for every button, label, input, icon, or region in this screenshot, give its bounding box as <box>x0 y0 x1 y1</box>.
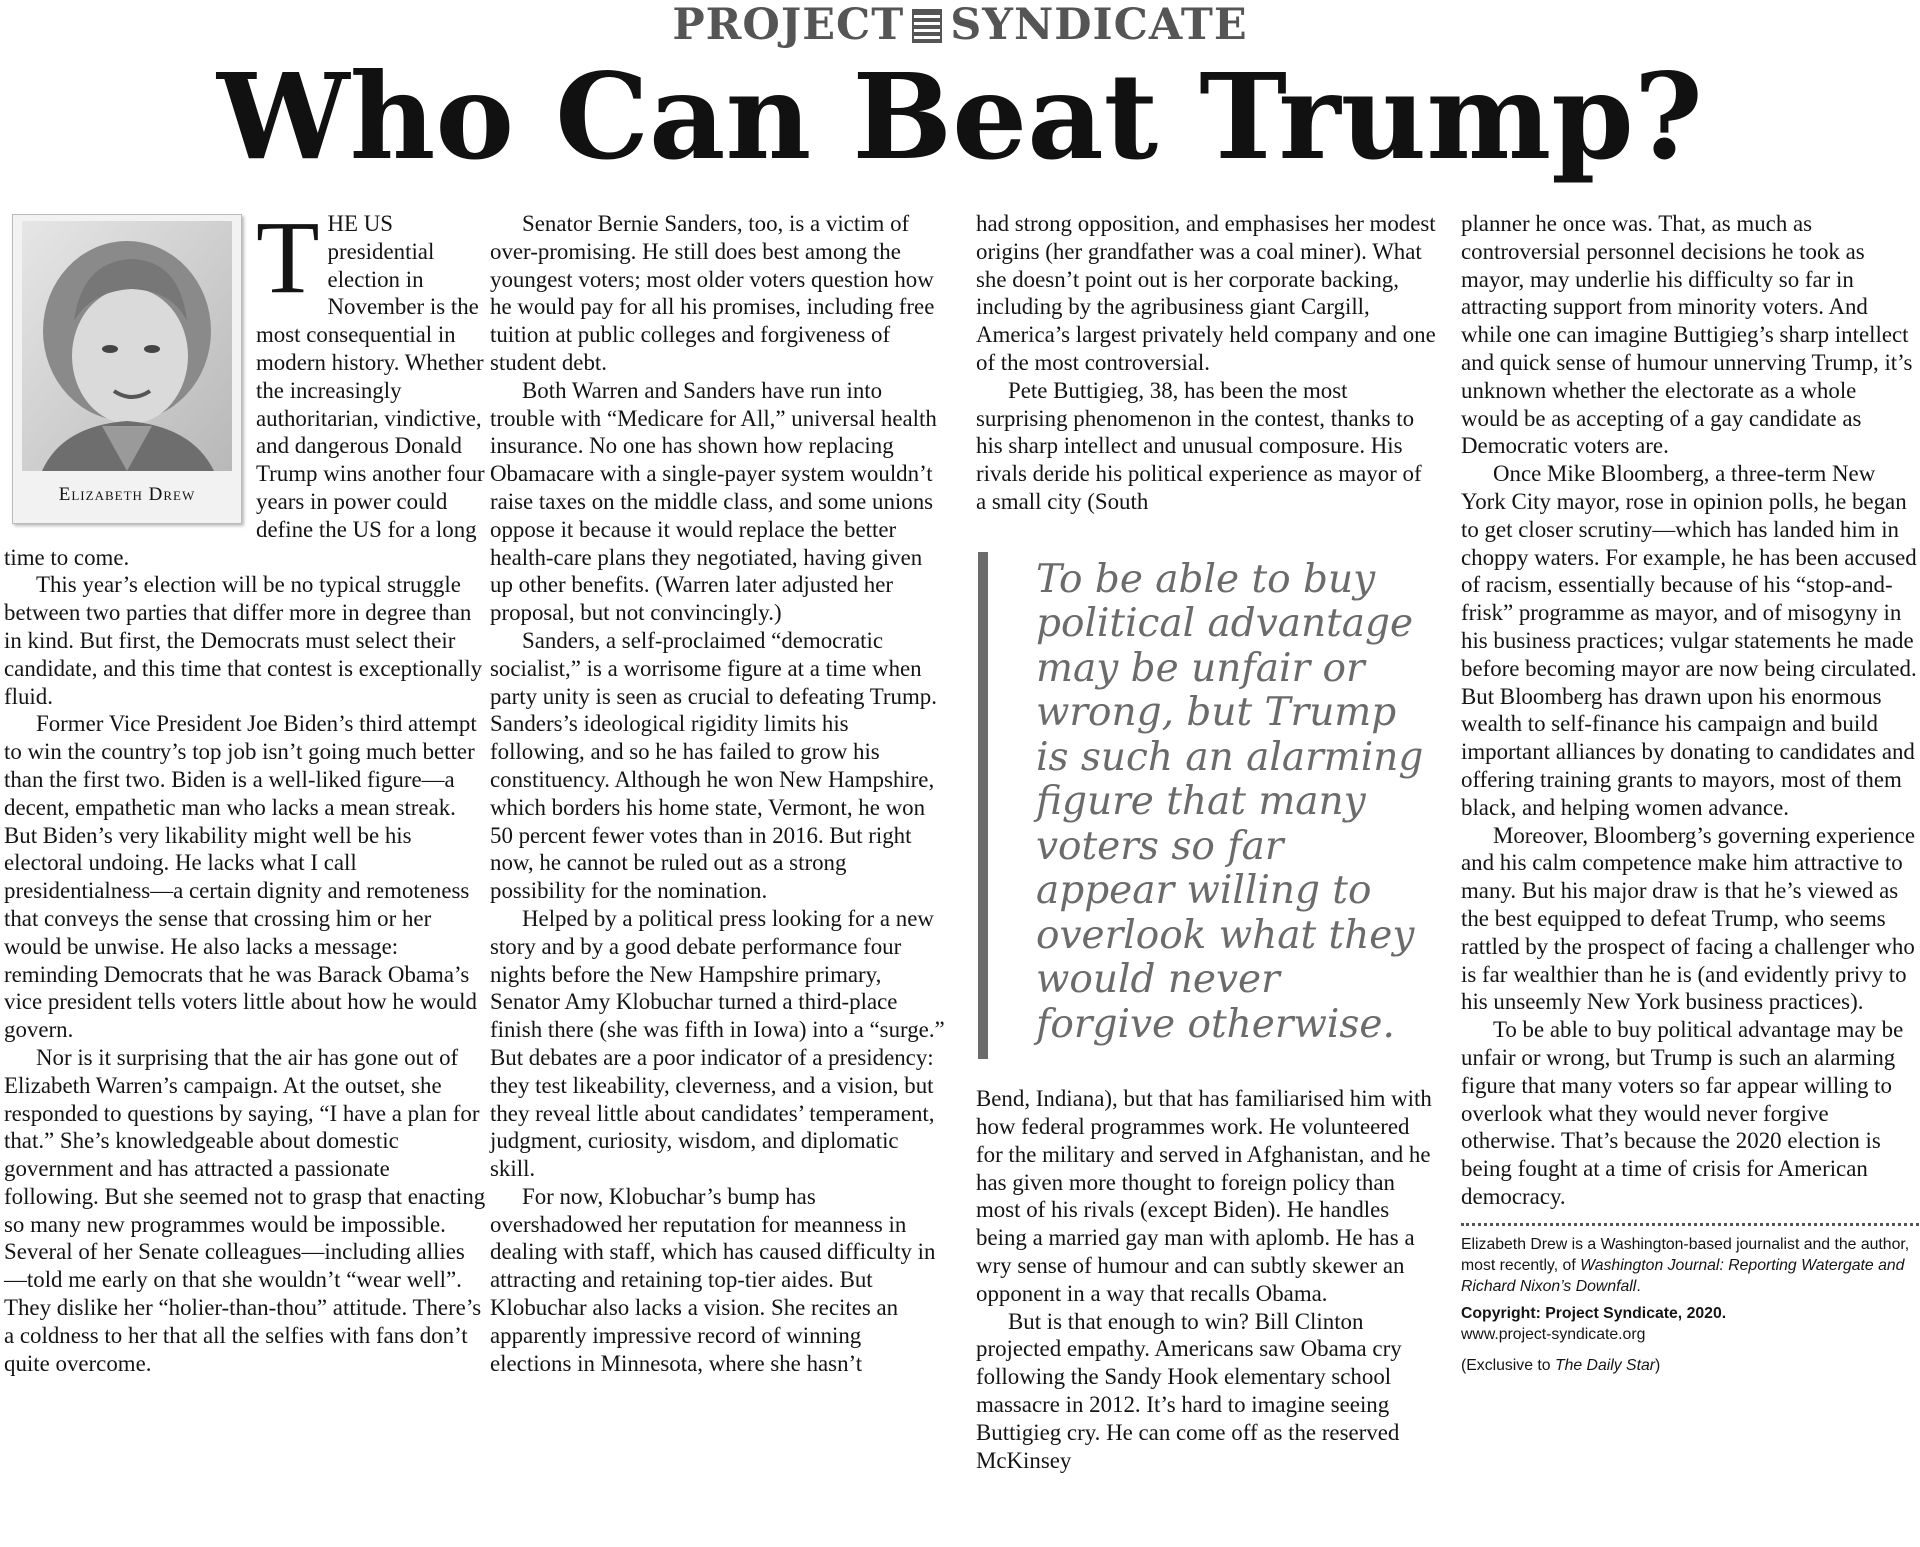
article-paragraph: This year’s election will be no typical struggle between two parties that differ more in degree than in kind. But first, the Democrats must select their candidate, and this time that contest is exceptionally fluid. <box>4 572 483 709</box>
article-paragraph: Sanders, a self-proclaimed “democratic socialist,” is a worrisome figure at a time when party unity is seen as crucial to defeating Trump. Sanders’s ideological rigidity limits his following, and so he has failed to grow his constituency. Although he won New Hampshire, which borders his home state, Vermont, he won 50 percent fewer votes than in 2016. But right now, he cannot be ruled out as a strong possibility for the nomination. <box>490 627 937 904</box>
article-column-3 <box>976 210 1436 1474</box>
bio-divider <box>1461 1223 1919 1226</box>
author-box <box>12 214 242 524</box>
website: www.project-syndicate.org <box>1461 1325 1646 1343</box>
bio-text: Elizabeth Drew is a Washington-based journalist and the author, most recently, of Washington Journal: Reporting Watergate and Richard Nixon’s Downfall. <box>1461 1235 1910 1295</box>
headline: Who Can Beat Trump? <box>217 47 1703 186</box>
article-paragraph: For now, Klobuchar’s bump has overshadowed her reputation for meanness in dealing with staff, which has caused difficulty in attracting and retaining top-tier aides. But Klobuchar also lacks a vision. She recites an apparently impressive record of winning elections in Minnesota, where she hasn’t <box>490 1183 936 1376</box>
author-name: Elizabeth Drew <box>58 484 196 505</box>
article-paragraph: But is that enough to win? Bill Clinton projected empathy. Americans saw Obama cry following the Sandy Hook elementary school massacre in 2012. It’s hard to imagine seeing Buttigieg cry. He can come off as the reserved McKinsey <box>976 1308 1402 1473</box>
article-paragraph: Helped by a political press looking for a new story and by a good debate performance four nights before the New Hampshire primary, Senator Amy Klobuchar turned a third-place finish there (she was fifth in Iowa) into a “surge.” But debates are a poor indicator of a presidency: they test likeability, cleverness, and a vision, but they reveal little about candidates’ temperament, judgment, curiosity, wisdom, and diplomatic skill. <box>490 905 945 1182</box>
masthead <box>0 0 1920 50</box>
article-paragraph: To be able to buy political advantage may be unfair or wrong, but Trump is such an alarming figure that many voters so far appear willing to overlook what they would never forgive otherwise. That’s because the 2020 election is being fought at a time of crisis for American democracy. <box>1461 1017 1904 1209</box>
article-paragraph: Senator Bernie Sanders, too, is a victim of over-promising. He still does best among the youngest voters; most older voters question how he would pay for all his promises, including free tuition at public colleges and forgiveness of student debt. <box>490 211 935 375</box>
article-column-1 <box>4 200 486 1377</box>
article-paragraph: Moreover, Bloomberg’s governing experience and his calm competence make him attractive to many. But his major draw is that he’s viewed as the best equipped to defeat Trump, who seems rattled by the prospect of facing a challenger who is far wealthier than he is (and evidently privy to his unseemly New York business practices). <box>1461 822 1916 1015</box>
article-column-4 <box>1461 210 1919 1376</box>
article-paragraph: Pete Buttigieg, 38, has been the most surprising phenomenon in the contest, thanks to his sharp intellect and unusual composure. His rivals deride his political experience as mayor of a small city (South <box>976 377 1422 514</box>
exclusive-note: (Exclusive to The Daily Star) <box>1461 1356 1661 1374</box>
article-paragraph: Once Mike Bloomberg, a three-term New York City mayor, rose in opinion polls, he began to get closer scrutiny—which has landed him in choppy waters. For example, he has been accused of racism, essentially because of his “stop-and-frisk” programme as mayor, and of misogyny in his business practices; vulgar statements he made before becoming mayor are now being circulated. But Bloomberg has drawn upon his enormous wealth to self-finance his campaign and build important alliances by donating to candidates and offering training grants to mayors, most of them black, and helping women advance. <box>1461 461 1917 820</box>
masthead-right: SYNDICATE <box>950 0 1248 50</box>
article-paragraph: Bend, Indiana), but that has familiarised him with how federal programmes work. He volunteered for the military and served in Afghanistan, and he has given more thought to foreign policy than most of his rivals (except Biden). He handles being a married gay man with aplomb. He has a wry sense of humour and can subtly skewer an opponent in a way that recalls Obama. <box>976 1086 1432 1306</box>
page-icon <box>912 9 942 43</box>
author-bio <box>1461 1234 1919 1376</box>
article-paragraph: Both Warren and Sanders have run into trouble with “Medicare for All,” universal health insurance. No one has shown how replacing Obamacare with a single-payer system wouldn’t raise taxes on the middle class, and some unions oppose it because it would replace the better health-care plans they negotiated, having given up other benefits. (Warren later adjusted her proposal, but not convincingly.) <box>490 377 937 626</box>
article-column-2 <box>490 210 945 1377</box>
copyright: Copyright: Project Syndicate, 2020. <box>1461 1304 1727 1322</box>
author-photo <box>22 221 232 471</box>
article-paragraph: Former Vice President Joe Biden’s third attempt to win the country’s top job isn’t going much better than the first two. Biden is a well-liked figure—a decent, empathetic man who lacks a mean streak. But Biden’s very likability might well be his electoral undoing. He lacks what I call presidentialness—a certain dignity and remoteness that conveys the sense that crossing him or her would be unwise. He also lacks a message: reminding Democrats that he was Barack Obama’s vice president tells voters little about how he would govern. <box>4 711 477 1043</box>
pull-quote: To be able to buy political advantage may be unfair or wrong, but Trump is such an alarming figure that many voters so far appear willing to overlook what they would never forgive otherwise. <box>978 552 1436 1060</box>
article-paragraph: THE US presidential election in November is the most consequential in modern history. Whether the increasingly authoritarian, vindictive, and dangerous Donald Trump wins another four years in power could define the US for a long time to come. <box>4 200 485 570</box>
masthead-left: PROJECT <box>672 0 905 50</box>
article-paragraph: had strong opposition, and emphasises her modest origins (her grandfather was a coal miner). What she doesn’t point out is her corporate backing, including by the agribusiness giant Cargill, America’s largest privately held company and one of the most controversial. <box>976 211 1436 375</box>
drop-cap: T <box>256 200 320 315</box>
article-paragraph: planner he once was. That, as much as controversial personnel decisions he took as mayor, may underlie his difficulty so far in attracting support from minority voters. And while one can imagine Buttigieg’s sharp intellect and quick sense of humour unnerving Trump, it’s unknown whether the electorate as a whole would be as accepting of a gay candidate as Democratic voters are. <box>1461 211 1913 459</box>
article-paragraph: Nor is it surprising that the air has gone out of Elizabeth Warren’s campaign. At the outset, she responded to questions by saying, “I have a plan for that.” She’s knowledgeable about domestic government and has attracted a passionate following. But she seemed not to grasp that enacting so many new programmes would be impossible. Several of her Senate colleagues—including allies—told me early on that she wouldn’t “wear well”. They dislike her “holier-than-thou” attitude. There’s a coldness to her that all the selfies with fans don’t quite overcome. <box>4 1044 486 1376</box>
